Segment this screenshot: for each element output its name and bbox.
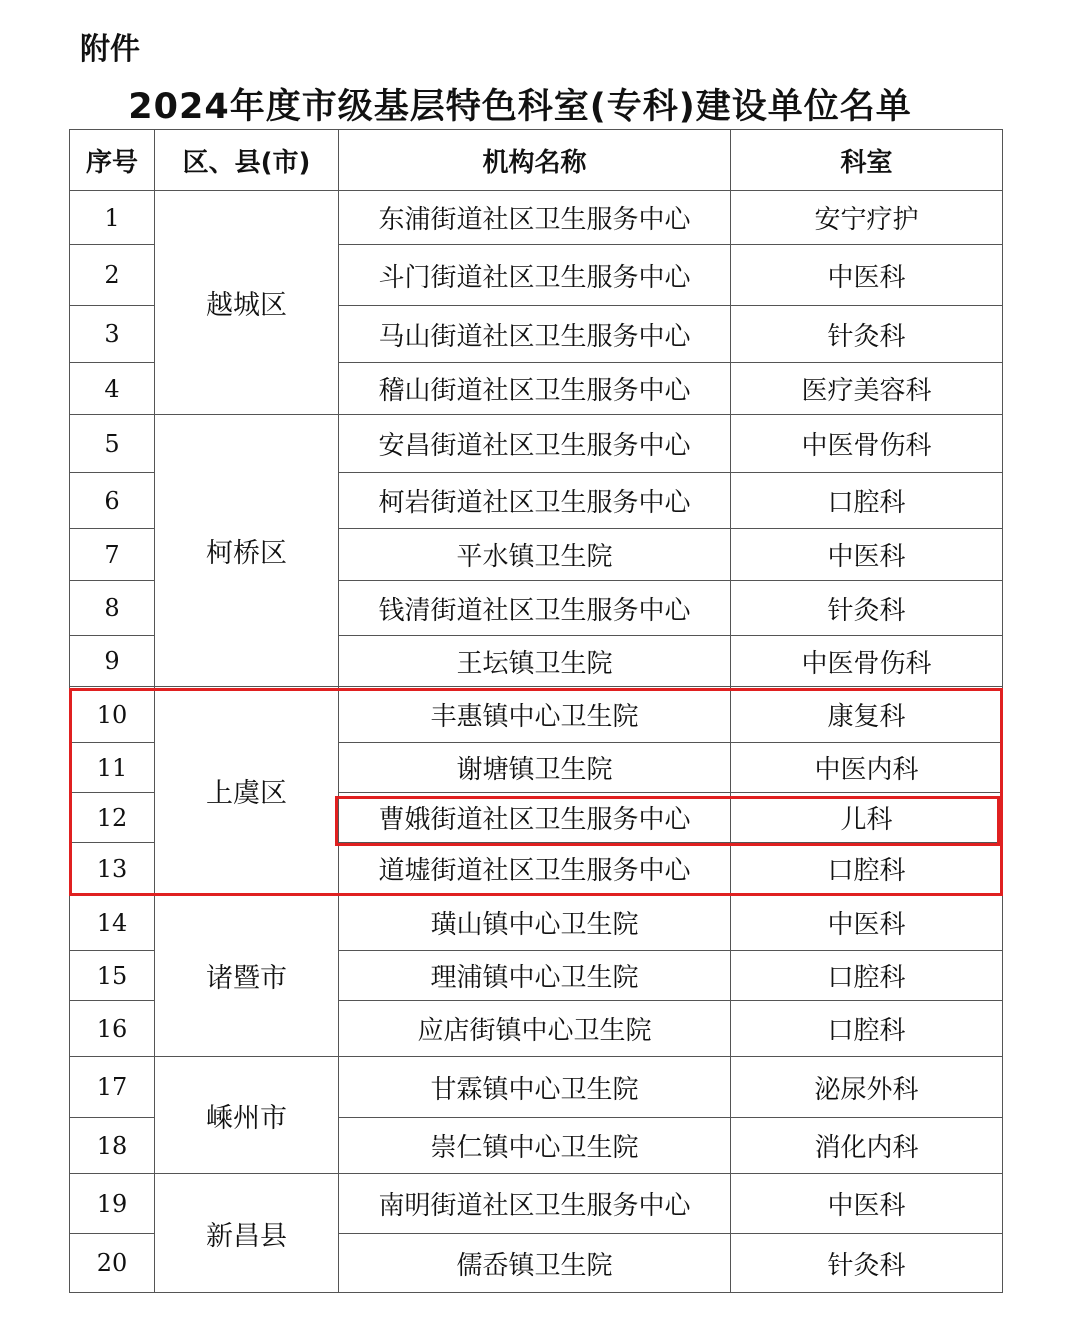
cell-institution: 王坛镇卫生院 — [339, 636, 731, 687]
cell-department: 针灸科 — [731, 581, 1003, 636]
cell-no: 9 — [70, 636, 155, 687]
table-row — [70, 687, 1003, 743]
cell-no: 8 — [70, 581, 155, 636]
table-row — [70, 1174, 1003, 1234]
cell-institution: 道墟街道社区卫生服务中心 — [339, 843, 731, 895]
cell-institution: 曹娥街道社区卫生服务中心 — [339, 793, 731, 843]
cell-no: 3 — [70, 306, 155, 363]
cell-institution: 谢塘镇卫生院 — [339, 743, 731, 793]
cell-no: 17 — [70, 1057, 155, 1118]
cell-district: 新昌县 — [155, 1174, 339, 1293]
cell-department: 针灸科 — [731, 306, 1003, 363]
cell-no: 2 — [70, 245, 155, 306]
cell-no: 14 — [70, 895, 155, 951]
cell-institution: 马山街道社区卫生服务中心 — [339, 306, 731, 363]
cell-no: 20 — [70, 1234, 155, 1293]
cell-department: 中医骨伤科 — [731, 415, 1003, 473]
cell-institution: 璜山镇中心卫生院 — [339, 895, 731, 951]
cell-department: 中医科 — [731, 895, 1003, 951]
cell-department: 中医科 — [731, 245, 1003, 306]
table-row — [70, 191, 1003, 245]
document-title: 2024年度市级基层特色科室(专科)建设单位名单 — [128, 87, 912, 127]
cell-no: 7 — [70, 529, 155, 581]
cell-department: 中医科 — [731, 1174, 1003, 1234]
table-row — [70, 1057, 1003, 1118]
cell-district: 诸暨市 — [155, 895, 339, 1057]
cell-institution: 丰惠镇中心卫生院 — [339, 687, 731, 743]
cell-department: 医疗美容科 — [731, 363, 1003, 415]
cell-district: 柯桥区 — [155, 415, 339, 687]
table-body — [70, 191, 1003, 1293]
header-department: 科室 — [731, 130, 1003, 191]
cell-institution: 应店街镇中心卫生院 — [339, 1001, 731, 1057]
table-row — [70, 415, 1003, 473]
attachment-label: 附件 — [80, 32, 140, 67]
cell-department: 口腔科 — [731, 951, 1003, 1001]
cell-institution: 平水镇卫生院 — [339, 529, 731, 581]
cell-institution: 钱清街道社区卫生服务中心 — [339, 581, 731, 636]
cell-department: 口腔科 — [731, 473, 1003, 529]
cell-no: 1 — [70, 191, 155, 245]
cell-department: 口腔科 — [731, 1001, 1003, 1057]
cell-department: 儿科 — [731, 793, 1003, 843]
cell-department: 泌尿外科 — [731, 1057, 1003, 1118]
cell-no: 11 — [70, 743, 155, 793]
cell-no: 6 — [70, 473, 155, 529]
header-institution: 机构名称 — [339, 130, 731, 191]
header-district: 区、县(市) — [155, 130, 339, 191]
cell-department: 口腔科 — [731, 843, 1003, 895]
cell-institution: 理浦镇中心卫生院 — [339, 951, 731, 1001]
cell-institution: 甘霖镇中心卫生院 — [339, 1057, 731, 1118]
cell-institution: 斗门街道社区卫生服务中心 — [339, 245, 731, 306]
cell-district: 上虞区 — [155, 687, 339, 895]
cell-department: 中医内科 — [731, 743, 1003, 793]
cell-department: 针灸科 — [731, 1234, 1003, 1293]
cell-department: 消化内科 — [731, 1118, 1003, 1174]
cell-institution: 儒岙镇卫生院 — [339, 1234, 731, 1293]
cell-no: 13 — [70, 843, 155, 895]
cell-no: 15 — [70, 951, 155, 1001]
cell-department: 中医科 — [731, 529, 1003, 581]
cell-no: 4 — [70, 363, 155, 415]
cell-institution: 柯岩街道社区卫生服务中心 — [339, 473, 731, 529]
cell-department: 中医骨伤科 — [731, 636, 1003, 687]
cell-no: 10 — [70, 687, 155, 743]
cell-department: 安宁疗护 — [731, 191, 1003, 245]
cell-no: 5 — [70, 415, 155, 473]
cell-institution: 南明街道社区卫生服务中心 — [339, 1174, 731, 1234]
cell-no: 16 — [70, 1001, 155, 1057]
cell-institution: 东浦街道社区卫生服务中心 — [339, 191, 731, 245]
unit-list-table — [69, 129, 1003, 1293]
cell-no: 19 — [70, 1174, 155, 1234]
cell-district: 越城区 — [155, 191, 339, 415]
cell-institution: 崇仁镇中心卫生院 — [339, 1118, 731, 1174]
cell-institution: 稽山街道社区卫生服务中心 — [339, 363, 731, 415]
table-row — [70, 895, 1003, 951]
cell-department: 康复科 — [731, 687, 1003, 743]
cell-district: 嵊州市 — [155, 1057, 339, 1174]
header-no: 序号 — [70, 130, 155, 191]
cell-institution: 安昌街道社区卫生服务中心 — [339, 415, 731, 473]
cell-no: 18 — [70, 1118, 155, 1174]
cell-no: 12 — [70, 793, 155, 843]
